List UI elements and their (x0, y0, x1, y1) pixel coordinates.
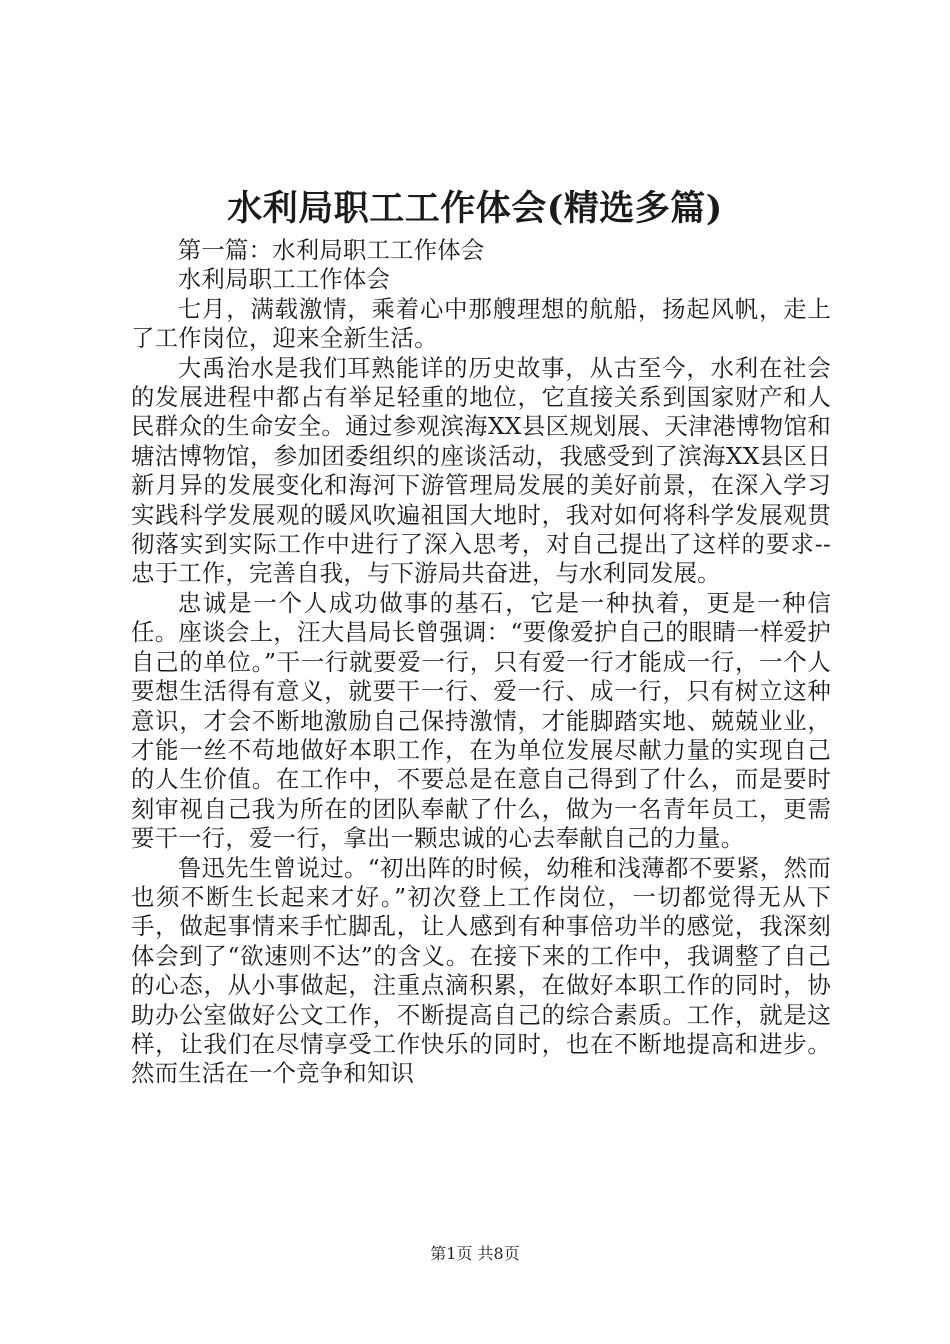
page-number-footer: 第1页 共8页 (430, 1244, 520, 1263)
article-heading: 水利局职工工作体会 (177, 265, 391, 294)
document-title: 水利局职工工作体会(精选多篇) (227, 188, 723, 229)
paragraph: 大禹治水是我们耳熟能详的历史故事，从古至今，水利在社会的发展进程中都占有举足轻重的地位，它直接关系到国家财产和人民群众的生命安全。通过参观滨海XX县区规划展、天津港博物馆和塘沽博物馆，参加团委组织的座谈活动，我感受到了滨海XX县区日新月异的发展变化和海河下游管理局发展的美好前景，在深入学习实践科学发展观的暖风吹遍祖国大地时，我对如何将科学发展观贯彻落实到实际工作中进行了深入思考，对自己提出了这样的要求--忠于工作，完善自我，与下游局共奋进，与水利同发展。 (131, 353, 831, 588)
paragraph: 忠诚是一个人成功做事的基石，它是一种执着，更是一种信任。座谈会上，汪大昌局长曾强调：“要像爱护自己的眼睛一样爱护自己的单位。”干一行就要爱一行，只有爱一行才能成一行，一个人要想生活得有意义，就要干一行、爱一行、成一行，只有树立这种意识，才会不断地激励自己保持激情，才能脚踏实地、兢兢业业，才能一丝不苟地做好本职工作，在为单位发展尽献力量的实现自己的人生价值。在工作中，不要总是在意自己得到了什么，而是要时刻审视自己我为所在的团队奉献了什么，做为一名青年员工，更需要干一行，爱一行，拿出一颗忠诚的心去奉献自己的力量。 (131, 588, 831, 853)
document-body (131, 236, 831, 1089)
paragraph: 鲁迅先生曾说过。“初出阵的时候，幼稚和浅薄都不要紧，然而也须不断生长起来才好。”初次登上工作岗位，一切都觉得无从下手，做起事情来手忙脚乱，让人感到有种事倍功半的感觉，我深刻体会到了“欲速则不达”的含义。在接下来的工作中，我调整了自己的心态，从小事做起，注重点滴积累，在做好本职工作的同时，协助办公室做好公文工作，不断提高自己的综合素质。工作，就是这样，让我们在尽情享受工作快乐的同时，也在不断地提高和进步。然而生活在一个竞争和知识 (131, 853, 831, 1088)
paragraph: 七月，满载激情，乘着心中那艘理想的航船，扬起风帆，走上了工作岗位，迎来全新生活。 (131, 294, 831, 353)
section-heading: 第一篇：水利局职工工作体会 (177, 236, 485, 264)
